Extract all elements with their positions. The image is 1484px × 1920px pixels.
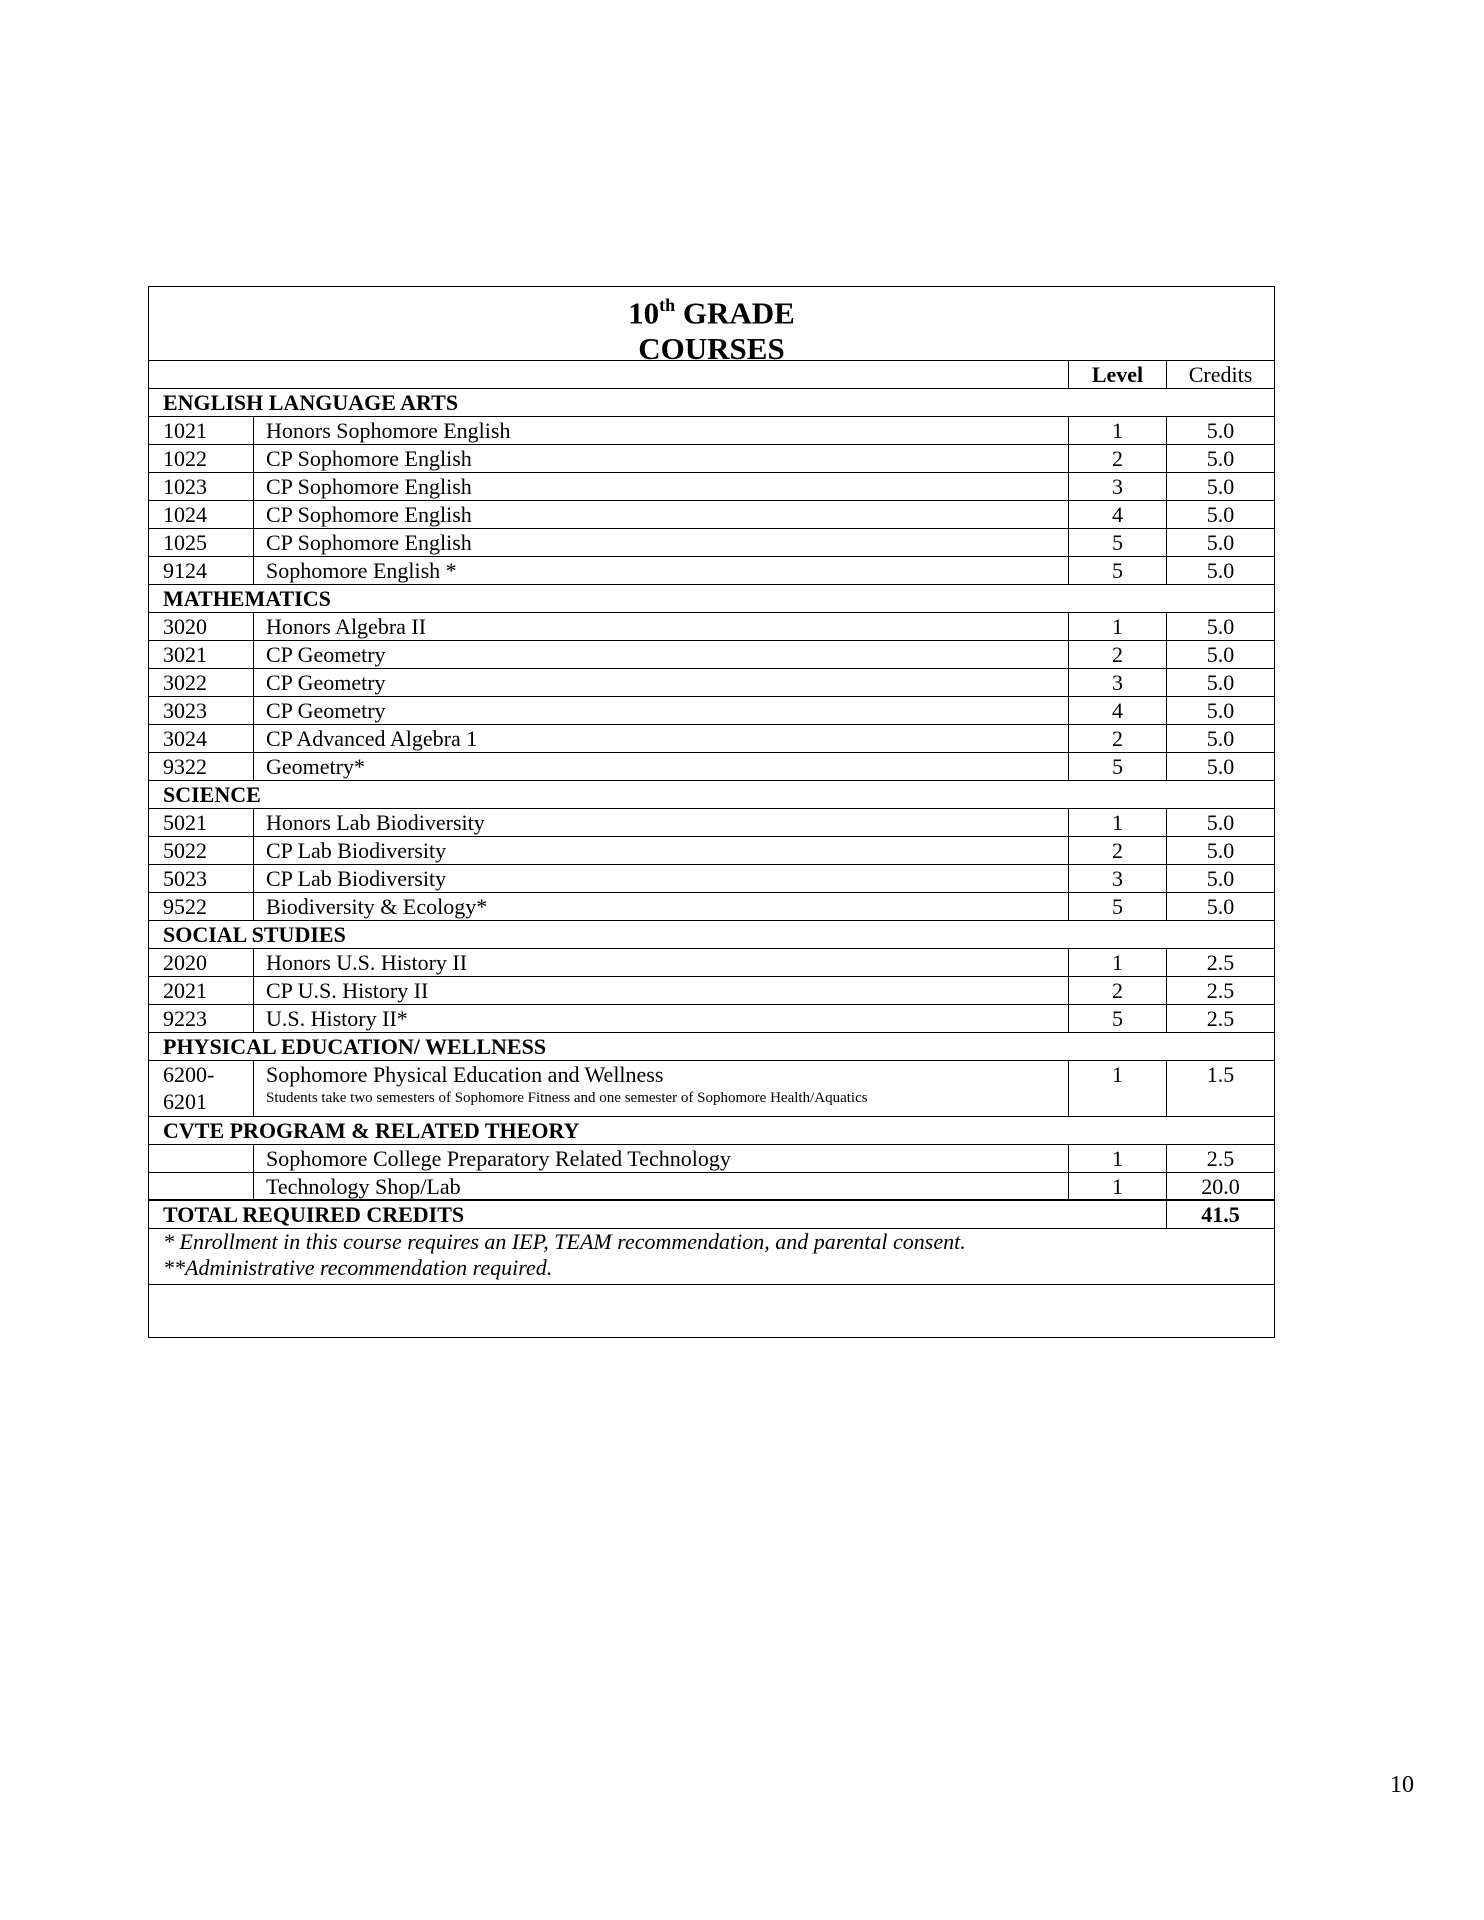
course-name: CP Lab Biodiversity: [254, 865, 1069, 892]
table-row: [149, 1005, 1274, 1033]
course-credits: 2.5: [1206, 1146, 1235, 1171]
table-title: [149, 287, 1274, 367]
course-credits: 5.0: [1206, 642, 1235, 667]
footnote-iep: * Enrollment in this course requires an IEP, TEAM recommendation, and parental consent.: [163, 1229, 966, 1254]
course-level: 4: [1069, 501, 1167, 528]
course-credits: 5.0: [1206, 810, 1235, 835]
course-code: 5021: [149, 809, 254, 836]
course-credits: 5.0: [1206, 838, 1235, 863]
course-name: Sophomore English *: [254, 557, 1069, 584]
page-number: 10: [1390, 1772, 1414, 1798]
course-name: CP Geometry: [254, 697, 1069, 724]
course-credits: 5.0: [1206, 894, 1235, 919]
section-title: SOCIAL STUDIES: [163, 922, 346, 947]
course-credits: 5.0: [1206, 446, 1235, 471]
course-note: Students take two semesters of Sophomore Fitness and one semester of Sophomore Health/Aquatics: [266, 1090, 868, 1106]
course-code: 3024: [149, 725, 254, 752]
table-row: [149, 557, 1274, 585]
footnote-admin: **Administrative recommendation required.: [163, 1255, 553, 1280]
course-level: 2: [1069, 641, 1167, 668]
course-name: CP Sophomore English: [254, 445, 1069, 472]
course-name: Honors Sophomore English: [254, 417, 1069, 444]
course-name: Honors Algebra II: [254, 613, 1069, 640]
course-name: Honors U.S. History II: [254, 949, 1069, 976]
course-name: CP U.S. History II: [254, 977, 1069, 1004]
course-level: 1: [1069, 1173, 1167, 1199]
course-level: 5: [1069, 529, 1167, 556]
course-code: 9522: [149, 893, 254, 920]
section-header: [149, 1117, 1274, 1145]
table-row: [149, 725, 1274, 753]
course-name: Honors Lab Biodiversity: [254, 809, 1069, 836]
course-credits: 2.5: [1206, 978, 1235, 1003]
course-level: 1: [1069, 949, 1167, 976]
course-level: 5: [1069, 557, 1167, 584]
section-header: [149, 921, 1274, 949]
table-row: [149, 417, 1274, 445]
title-grade-word: GRADE: [675, 295, 795, 331]
table-row: [149, 473, 1274, 501]
title-grade-number: 10: [628, 295, 660, 331]
course-code: 2020: [149, 949, 254, 976]
course-credits: 2.5: [1206, 1006, 1235, 1031]
section-header: [149, 585, 1274, 613]
course-level: 1: [1069, 613, 1167, 640]
course-level: 3: [1069, 669, 1167, 696]
title-courses: COURSES: [638, 331, 785, 367]
course-code: 5022: [149, 837, 254, 864]
course-code: 1025: [149, 529, 254, 556]
course-credits: 5.0: [1206, 670, 1235, 695]
course-code: 9322: [149, 753, 254, 780]
course-code: 9124: [149, 557, 254, 584]
course-code: 2021: [149, 977, 254, 1004]
section-title: SCIENCE: [163, 782, 261, 807]
course-code: 3021: [149, 641, 254, 668]
course-credits: 2.5: [1206, 950, 1235, 975]
table-row: [149, 753, 1274, 781]
course-credits: 5.0: [1206, 418, 1235, 443]
title-ordinal-suffix: th: [659, 295, 676, 315]
course-code: 3023: [149, 697, 254, 724]
section-header: [149, 781, 1274, 809]
course-name: CP Geometry: [254, 669, 1069, 696]
course-level: 1: [1069, 1061, 1167, 1116]
course-code: 1021: [149, 417, 254, 444]
course-name: CP Geometry: [254, 641, 1069, 668]
course-level: 5: [1069, 1005, 1167, 1032]
course-name: Biodiversity & Ecology*: [254, 893, 1069, 920]
course-level: 1: [1069, 417, 1167, 444]
course-code: 3022: [149, 669, 254, 696]
course-name: CP Sophomore English: [254, 529, 1069, 556]
course-level: 4: [1069, 697, 1167, 724]
courses-table: [148, 286, 1275, 1338]
course-code: 3020: [149, 613, 254, 640]
course-code: 1023: [149, 473, 254, 500]
empty-row: [149, 1285, 1274, 1337]
course-level: 2: [1069, 445, 1167, 472]
course-sections: [149, 389, 1274, 1033]
section-title: ENGLISH LANGUAGE ARTS: [163, 390, 459, 415]
section-title-cvte: CVTE PROGRAM & RELATED THEORY: [163, 1118, 580, 1143]
course-code: 6200- 6201: [149, 1061, 254, 1116]
table-row: [149, 865, 1274, 893]
course-code: 1022: [149, 445, 254, 472]
table-row: [149, 669, 1274, 697]
course-name: Sophomore Physical Education and Wellness: [266, 1062, 664, 1087]
course-code: 9223: [149, 1005, 254, 1032]
course-level: 2: [1069, 837, 1167, 864]
course-credits: 5.0: [1206, 866, 1235, 891]
course-code: [149, 1173, 254, 1199]
course-level: 5: [1069, 753, 1167, 780]
course-credits: 5.0: [1206, 474, 1235, 499]
course-level: 3: [1069, 473, 1167, 500]
table-row: [149, 949, 1274, 977]
course-code: 1024: [149, 501, 254, 528]
course-credits: 5.0: [1206, 698, 1235, 723]
table-row: [149, 893, 1274, 921]
credits-header: Credits: [1188, 362, 1253, 387]
course-level: 2: [1069, 977, 1167, 1004]
course-credits: 20.0: [1201, 1174, 1240, 1199]
table-row: [149, 697, 1274, 725]
course-name: U.S. History II*: [254, 1005, 1069, 1032]
section-header: [149, 389, 1274, 417]
section-title: MATHEMATICS: [163, 586, 331, 611]
course-credits: 1.5: [1206, 1062, 1235, 1087]
course-name: Sophomore College Preparatory Related Technology: [254, 1145, 1069, 1172]
course-name: CP Sophomore English: [254, 501, 1069, 528]
course-name: Technology Shop/Lab: [254, 1173, 1069, 1199]
table-row: [149, 1173, 1274, 1201]
table-row: [149, 529, 1274, 557]
footnotes: [149, 1229, 1274, 1285]
course-name: CP Lab Biodiversity: [254, 837, 1069, 864]
column-header-row: [149, 361, 1274, 389]
total-label: TOTAL REQUIRED CREDITS: [149, 1201, 1167, 1228]
level-header: Level: [1069, 361, 1167, 388]
course-code: [149, 1145, 254, 1172]
total-value: 41.5: [1201, 1202, 1240, 1227]
course-name: Geometry*: [254, 753, 1069, 780]
table-row: [149, 977, 1274, 1005]
course-name: CP Sophomore English: [254, 473, 1069, 500]
course-credits: 5.0: [1206, 614, 1235, 639]
section-header: [149, 1033, 1274, 1061]
table-row: [149, 1145, 1274, 1173]
table-row: [149, 641, 1274, 669]
total-row: [149, 1201, 1274, 1229]
table-row: [149, 613, 1274, 641]
course-level: 1: [1069, 809, 1167, 836]
table-row: [149, 445, 1274, 473]
course-level: 2: [1069, 725, 1167, 752]
course-level: 5: [1069, 893, 1167, 920]
course-name: CP Advanced Algebra 1: [254, 725, 1069, 752]
course-level: 3: [1069, 865, 1167, 892]
table-row: [149, 809, 1274, 837]
table-row: [149, 1061, 1274, 1117]
course-code: 5023: [149, 865, 254, 892]
table-row: [149, 837, 1274, 865]
course-credits: 5.0: [1206, 726, 1235, 751]
course-credits: 5.0: [1206, 558, 1235, 583]
course-credits: 5.0: [1206, 530, 1235, 555]
section-title-pe: PHYSICAL EDUCATION/ WELLNESS: [163, 1034, 547, 1059]
table-row: [149, 501, 1274, 529]
course-level: 1: [1069, 1145, 1167, 1172]
course-credits: 5.0: [1206, 754, 1235, 779]
course-credits: 5.0: [1206, 502, 1235, 527]
